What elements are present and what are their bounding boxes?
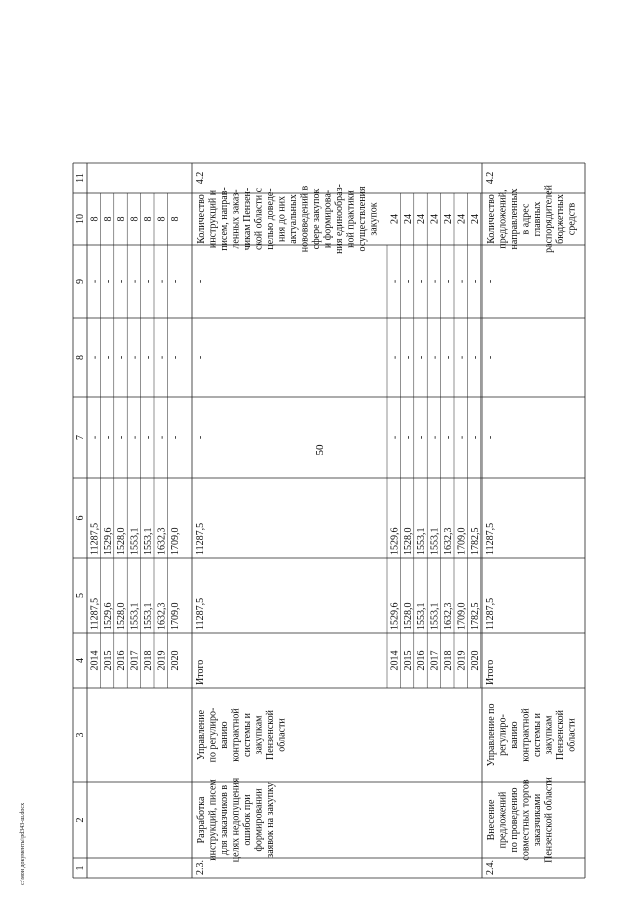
executor-line: по регулиро- [207,707,219,763]
row-2-3-value: - [443,279,454,284]
row-2-3-value: - [389,355,401,360]
continued-row-value: - [143,279,154,284]
year-cell: 2019 [456,650,468,671]
row-2-3-value: 24 [456,214,468,224]
column-header: 1 [75,865,86,871]
continued-row-value: - [102,435,114,440]
indicator-line: актуальных [288,194,299,244]
indicator-line: чикам Пензен- [242,187,253,251]
continued-row-value: 1709,0 [169,602,181,630]
measure-name-line: для заказчиков в [219,784,230,856]
row-2-3-value: - [443,435,454,440]
indicator-line: направленных [509,188,520,250]
indicator-line: главных [532,201,543,237]
indicator-line: инструкций и [207,189,219,249]
row-2-3-value: - [402,435,414,440]
measure-name-line: целях недопущения [230,777,242,863]
measure-name-line: предложений [497,791,509,849]
total-label: Итого [195,659,206,685]
executor-line: закупкам [253,715,265,755]
continued-row-value: - [102,355,114,360]
continued-row-value: - [143,355,154,360]
indicator-line: средств [566,202,578,236]
total-value: 11287,5 [195,597,206,630]
continued-row-value: - [89,435,101,440]
indicator-line: ния до них [276,195,288,243]
continued-row-value: 8 [89,216,101,222]
indicator-line: писем, направ- [219,187,230,251]
year-cell: 2015 [102,650,114,671]
continued-row-value: - [169,355,181,360]
total-value: - [485,435,496,440]
indicator-line: в адрес [520,203,532,235]
row-2-3-value: 1782,5 [469,527,481,555]
column-header: 2 [75,817,86,823]
executor-line: ванию [219,721,230,749]
continued-row-value: - [143,435,154,440]
continued-row-value: - [156,355,168,360]
measure-name-line: Разработка [196,796,207,844]
executor-line: Пензенской [265,710,276,760]
column-header: 10 [75,214,86,224]
total-value: 11287,5 [485,597,496,630]
row-2-3-value: 24 [402,214,414,224]
row-2-3-value: 1528,0 [402,527,414,555]
row-2-3-value: - [429,355,441,360]
indicator-line: целью доведе- [265,188,276,250]
row-2-3-value: - [469,355,481,360]
continued-row-value: - [156,279,168,284]
continued-row-value: 8 [116,216,128,222]
year-cell: 2018 [143,650,154,671]
continued-row-value: 1529,6 [102,602,114,630]
continued-row-value: 1709,0 [169,527,181,555]
executor-line: Управление по [486,703,497,767]
total-value: - [485,355,496,360]
executor-line: ванию [509,721,520,749]
row-2-3-value: 1709,0 [456,602,468,630]
executor-line: Управление [196,709,207,761]
row-2-3-value: - [443,355,454,360]
column-header: 9 [75,279,86,284]
total-value: 11287,5 [195,522,206,555]
indicator-line: предложений, [497,189,509,249]
indicator-line: распорядителей [543,185,555,253]
continued-row-value: 1632,3 [156,602,168,630]
executor-line: области [566,718,578,752]
row-2-3-value: - [429,279,441,284]
indicator-line: ленных заказ- [230,189,242,249]
continued-row-value: - [89,355,101,360]
continued-row-value: - [89,279,101,284]
indicator-line: и формирова- [322,189,334,249]
row-2-3-value: - [456,435,468,440]
row-2-3-value: 24 [443,214,454,224]
row-2-3-value: - [469,279,481,284]
executor-line: области [276,718,288,752]
total-value: - [195,435,206,440]
year-cell: 2015 [402,650,414,671]
col11-value: 4.2 [485,171,496,185]
continued-row-value: 8 [129,216,141,222]
continued-row-value: 8 [102,216,114,222]
measure-name-line: заявок на закупку [265,782,276,858]
continued-row-value: 1553,1 [143,602,154,630]
year-cell: 2017 [429,650,441,671]
indicator-line: закупок [368,202,380,236]
row-2-3-value: - [456,279,468,284]
continued-row-value: 8 [169,216,181,222]
table-grid [73,163,585,878]
row-2-3-value: - [456,355,468,360]
continued-row-value: - [169,435,181,440]
year-cell: 2018 [443,650,454,671]
row-2-3-value: - [416,279,428,284]
executor-line: контрактной [520,708,532,762]
row-2-3-value: 1553,1 [416,527,428,555]
continued-row-value: 1553,1 [129,527,141,555]
executor-line: контрактной [230,708,242,762]
total-value: - [485,279,496,284]
footer-file-path: c:\мои документы\pd343-ш.docx [20,802,26,885]
row-2-3-value: - [416,435,428,440]
row-2-3-value: 1709,0 [456,527,468,555]
table-text [75,172,578,875]
row-2-3-value: 1529,6 [389,602,401,630]
indicator-line: нововведений в [299,185,311,253]
row-2-3-value: - [402,355,414,360]
page-number: 50 [314,444,326,456]
total-label: Итого [485,659,496,685]
measure-name-line: формировании [253,788,265,852]
continued-row-value: - [116,355,128,360]
executor-line: регулиро- [497,714,509,756]
year-cell: 2019 [156,650,168,671]
row-2-3-value: 1632,3 [443,527,454,555]
column-header: 7 [75,435,86,440]
continued-row-value: 1632,3 [156,527,168,555]
executor-line: закупкам [543,715,555,755]
row-2-3-value: - [389,435,401,440]
row-2-3-value: 1529,6 [389,527,401,555]
continued-row-value: - [116,435,128,440]
continued-row-value: 1553,1 [143,527,154,555]
year-cell: 2014 [89,650,101,671]
continued-row-value: 8 [156,216,168,222]
continued-row-value: 11287,5 [89,597,101,630]
continued-row-value: - [156,435,168,440]
row-2-3-value: - [429,435,441,440]
row-2-3-value: 24 [389,214,401,224]
total-value: - [195,279,206,284]
row-number: 2.3. [195,860,206,875]
row-2-3-value: 1553,1 [429,527,441,555]
continued-row-value: 1528,0 [116,527,128,555]
total-value: 11287,5 [485,522,496,555]
indicator-line: осуществления [357,186,368,252]
row-2-3-value: 1782,5 [469,602,481,630]
col11-value: 4.2 [195,171,206,185]
continued-row-value: - [116,279,128,284]
row-2-3-value: - [402,279,414,284]
column-header: 4 [75,658,86,663]
row-2-3-value: 24 [469,214,481,224]
continued-row-value: - [169,279,181,284]
executor-line: системы и [242,713,253,757]
row-2-3-value: 1528,0 [402,602,414,630]
measure-name-line: заказчиками [532,793,543,847]
continued-row-value: - [129,279,141,284]
measure-name-line: Внесение [486,799,497,841]
row-2-3-value: - [389,279,401,284]
measure-name-line: ошибок при [242,794,253,846]
row-number: 2.4. [485,860,496,875]
row-2-3-value: 1553,1 [429,602,441,630]
executor-line: Пензенской [555,710,566,760]
year-cell: 2017 [129,650,141,671]
column-header: 11 [75,173,86,183]
column-header: 8 [75,355,86,360]
continued-row-value: - [102,279,114,284]
measure-name-line: инструкций, писем [207,779,219,861]
year-cell: 2016 [416,650,428,671]
total-value: - [195,355,206,360]
column-header: 3 [75,732,86,738]
row-2-3-value: 24 [416,214,428,224]
continued-row-value: 1528,0 [116,602,128,630]
measure-name-line: по проведению [509,787,520,853]
column-header: 5 [75,593,86,598]
continued-row-value: - [129,435,141,440]
year-cell: 2016 [116,650,128,671]
row-2-3-value: - [469,435,481,440]
indicator-line: сфере закупок [311,188,322,250]
row-2-3-value: 1553,1 [416,602,428,630]
year-cell: 2014 [389,650,401,671]
continued-row-value: 1529,6 [102,527,114,555]
column-header: 6 [75,515,86,521]
indicator-line: Количество [196,194,207,244]
year-cell: 2020 [169,650,181,671]
indicator-line: Количество [486,194,497,244]
measure-name-line: Пензенской области [543,777,555,863]
row-2-3-value: 24 [429,214,441,224]
indicator-line: бюджетных [555,194,566,244]
executor-line: системы и [532,713,543,757]
indicator-line: ния единообраз- [334,184,345,254]
continued-row-value: 1553,1 [129,602,141,630]
continued-row-value: - [129,355,141,360]
indicator-line: ской области с [253,187,265,251]
row-2-3-value: - [416,355,428,360]
measure-name-line: совместных торгов [520,779,532,861]
continued-row-value: 11287,5 [89,522,101,555]
row-2-3-value: 1632,3 [443,602,454,630]
year-cell: 2020 [469,650,481,671]
continued-row-value: 8 [143,216,154,222]
indicator-line: ной практики [345,190,357,248]
